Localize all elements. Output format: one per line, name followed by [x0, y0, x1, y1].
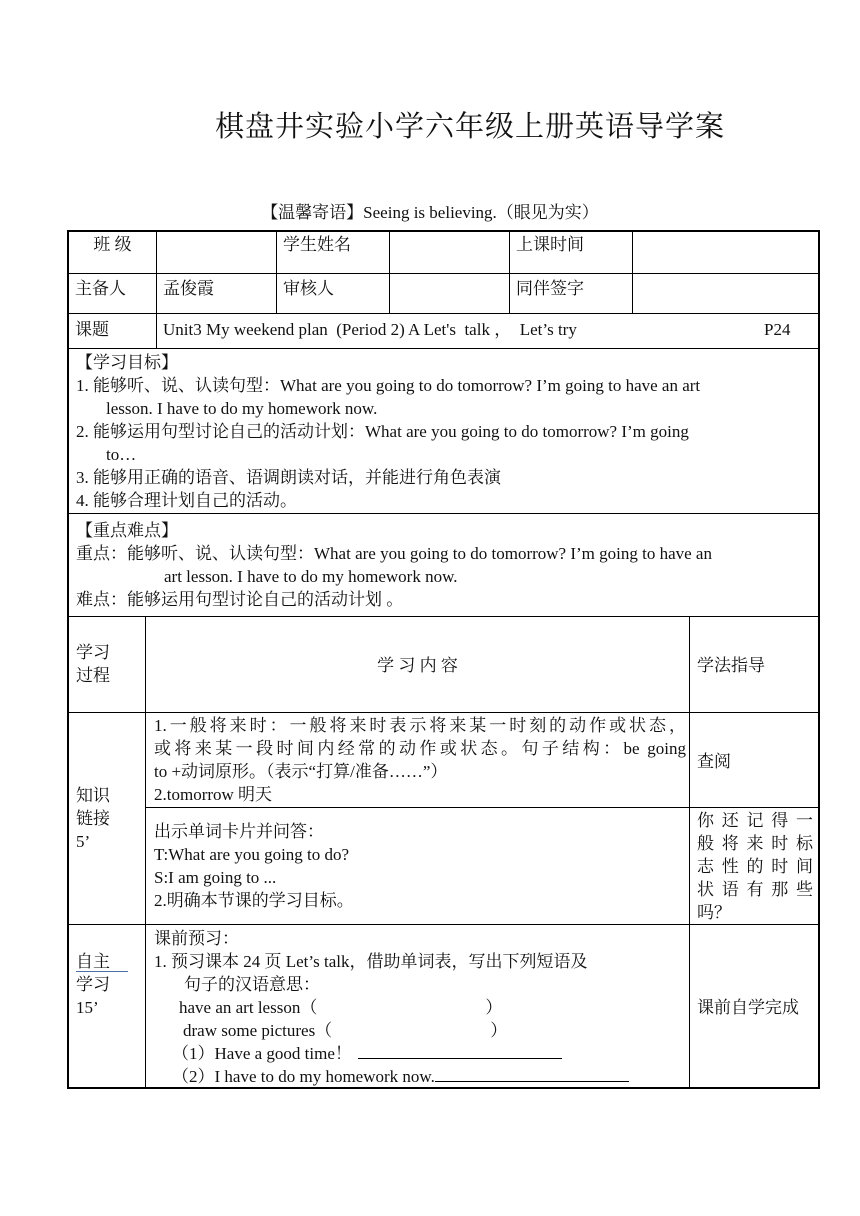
phrase2: draw some pictures（ — [183, 1021, 333, 1040]
goal-2: 2. 能够运用句型讨论自己的活动计划：What are you going to do tomorrow? I’m going — [76, 422, 689, 441]
topic-value: Unit3 My weekend plan (Period 2) A Let's talk ， Let’s try — [163, 320, 577, 339]
guide-b-line1: 你还记得一 — [697, 811, 813, 830]
goal-3: 3. 能够用正确的语音、语调朗读对话，并能进行角色表演 — [76, 468, 501, 487]
student-name-label: 学生姓名 — [283, 235, 351, 254]
task-line1: 1. 预习课本 24 页 Let’s talk，借助单词表，写出下列短语及 — [154, 952, 588, 971]
goals-heading: 【学习目标】 — [76, 353, 178, 372]
section2-label-line3: 15’ — [76, 998, 99, 1017]
reviewer-label: 审核人 — [283, 279, 334, 298]
class-label: 班 级 — [93, 235, 132, 254]
preparer-value: 孟俊霞 — [163, 279, 214, 298]
section1-label-line1: 知识 — [76, 786, 110, 805]
section1-label-line3: 5’ — [76, 832, 91, 851]
sentence1-row — [154, 1042, 688, 1065]
content-a-line4: 2.tomorrow 明天 — [154, 785, 273, 804]
goal-2-cont: to… — [106, 445, 137, 464]
content-a-line2: 或将来某一段时间内经常的动作或状态。句子结构：be going — [154, 739, 686, 758]
content-b-line3: S:I am going to ... — [154, 868, 277, 887]
key-point: 重点：能够听、说、认读句型：What are you going to do tomorrow? I’m going to have an — [76, 544, 712, 563]
section2-label-line1: 自主 — [76, 950, 142, 973]
student-name-field[interactable] — [390, 231, 509, 273]
content-header: 学 习 内 容 — [377, 656, 458, 675]
peer-signature-label: 同伴签字 — [516, 279, 584, 298]
goal-1: 1. 能够听、说、认读句型：What are you going to do tomorrow? I’m going to have an art — [76, 376, 701, 395]
motto: 【温馨寄语】Seeing is believing.（眼见为实） — [261, 203, 599, 222]
guide-question — [697, 809, 813, 924]
knowledge-link-content — [154, 714, 686, 806]
section2-label-line2: 学习 — [76, 975, 110, 994]
content-a-line1: 1.一般将来时：一般将来时表示将来某一时刻的动作或状态， — [154, 716, 686, 735]
knowledge-link-label — [76, 784, 142, 864]
phrase2-row: draw some pictures（ ） — [183, 1021, 508, 1040]
preparer-label: 主备人 — [75, 279, 126, 298]
sentence2: （2）I have to do my homework now. — [172, 1067, 435, 1086]
guide-b-line4: 状语有那些 — [697, 880, 813, 899]
sentence1: （1）Have a good time！ — [172, 1044, 352, 1063]
label-underline — [76, 971, 128, 972]
class-time-label: 上课时间 — [516, 235, 584, 254]
phrase1-row: have an art lesson（ ） — [179, 998, 503, 1017]
self-study-label — [76, 950, 142, 1030]
goal-1-cont: lesson. I have to do my homework now. — [106, 399, 378, 418]
guide-b-line3: 志性的时间 — [697, 857, 813, 876]
key-point-cont: art lesson. I have to do my homework now. — [164, 567, 458, 586]
content-b-line2: T:What are you going to do? — [154, 845, 350, 864]
method-header: 学法指导 — [697, 656, 765, 675]
key-points — [76, 519, 816, 614]
phrase1: have an art lesson（ — [179, 998, 318, 1017]
word-card-content — [154, 820, 686, 920]
process-header-line2: 过程 — [76, 666, 110, 685]
peer-signature-field[interactable] — [633, 275, 818, 313]
content-b-line1: 出示单词卡片并问答： — [154, 822, 324, 841]
sentence2-row — [154, 1065, 688, 1088]
keypoints-heading: 【重点难点】 — [76, 521, 178, 540]
self-study-content — [154, 927, 688, 1087]
content-a-line3: to +动词原形。（表示“打算/准备……”） — [154, 762, 448, 781]
reviewer-field[interactable] — [390, 275, 509, 313]
sentence2-answer[interactable] — [435, 1065, 629, 1082]
task-line2: 句子的汉语意思： — [184, 975, 320, 994]
content-b-line4: 2.明确本节课的学习目标。 — [154, 891, 354, 910]
process-header — [76, 641, 142, 691]
difficult-point: 难点：能够运用句型讨论自己的活动计划 。 — [76, 590, 404, 609]
process-header-line1: 学习 — [76, 643, 110, 662]
goal-4: 4. 能够合理计划自己的活动。 — [76, 491, 297, 510]
guide-b-line2: 般将来时标 — [697, 834, 813, 853]
class-time-field[interactable] — [633, 231, 818, 273]
guide-self-study: 课前自学完成 — [697, 998, 799, 1017]
learning-goals — [76, 351, 816, 511]
guide-lookup: 查阅 — [697, 752, 731, 771]
page-title: 棋盘井实验小学六年级上册英语导学案 — [214, 111, 725, 143]
section1-label-line2: 链接 — [76, 809, 110, 828]
sentence1-answer[interactable] — [358, 1042, 562, 1059]
preview-title: 课前预习： — [154, 929, 239, 948]
guide-b-line5: 吗？ — [697, 903, 731, 922]
topic-page: P24 — [764, 320, 791, 339]
topic-label: 课题 — [75, 320, 109, 339]
class-field[interactable] — [157, 231, 276, 273]
